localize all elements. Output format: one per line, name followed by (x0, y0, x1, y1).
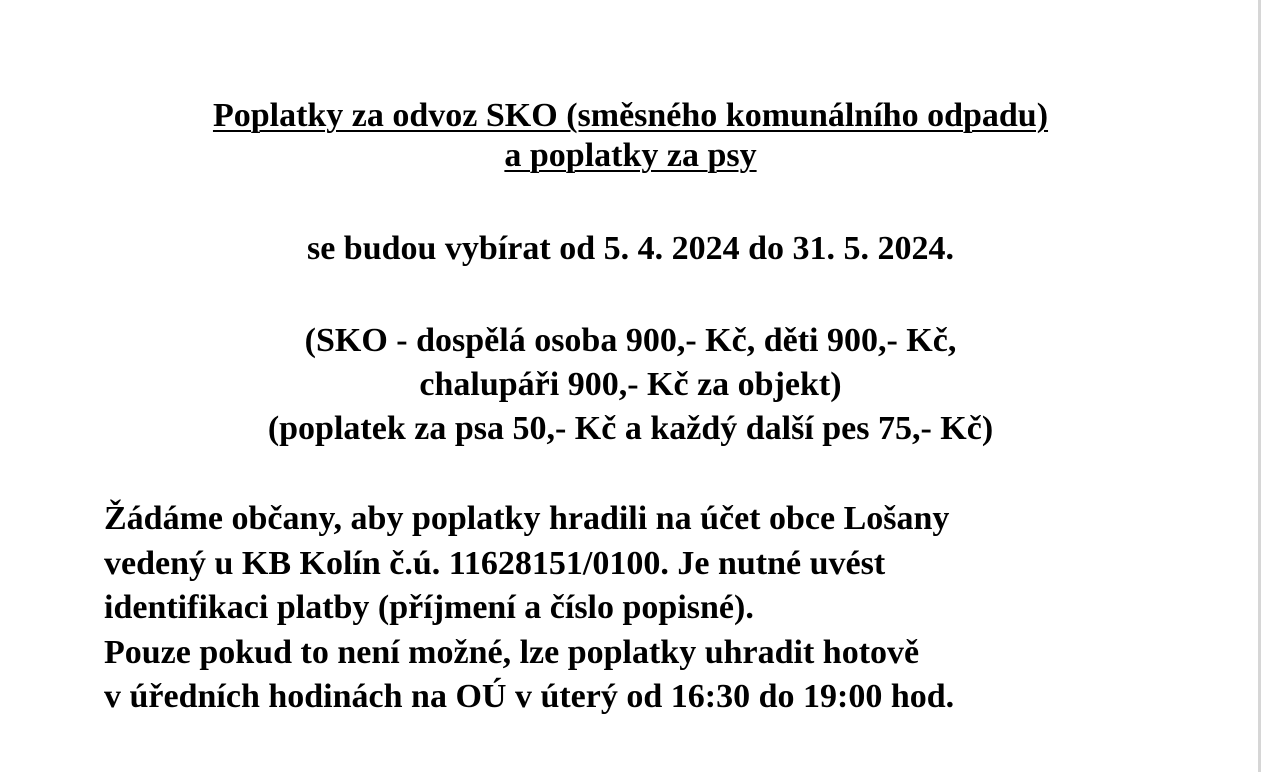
request-line-5: v úředních hodinách na OÚ v úterý od 16:30 do 19:00 hod. (104, 678, 955, 715)
request-line-3: identifikaci platby (příjmení a číslo popisné). (104, 589, 754, 626)
fees-block (0, 319, 1261, 451)
heading-line-1 (0, 96, 1261, 136)
heading-line-2 (0, 136, 1261, 176)
notice-heading (0, 96, 1261, 176)
collection-period: se budou vybírat od 5. 4. 2024 do 31. 5. 2024. (306, 230, 955, 267)
payment-request-paragraph (104, 497, 1204, 720)
heading-line-1-text: Poplatky za odvoz SKO (směsného komunálního odpadu) (212, 97, 1049, 134)
request-line-2: vedený u KB Kolín č.ú. 11628151/0100. Je nutné uvést (104, 544, 886, 582)
request-line-1: Žádáme občany, aby poplatky hradili na účet obce Lošany (104, 500, 950, 537)
fees-line-2: chalupáři 900,- Kč za objekt) (419, 366, 842, 403)
fees-line-3: (poplatek za psa 50,- Kč a každý další pes 75,- Kč) (267, 410, 994, 447)
fees-line-1: (SKO - dospělá osoba 900,- Kč, děti 900,- Kč, (304, 322, 957, 359)
heading-line-2-text: a poplatky za psy (504, 137, 757, 174)
request-line-4: Pouze pokud to není možné, lze poplatky uhradit hotově (104, 633, 920, 671)
